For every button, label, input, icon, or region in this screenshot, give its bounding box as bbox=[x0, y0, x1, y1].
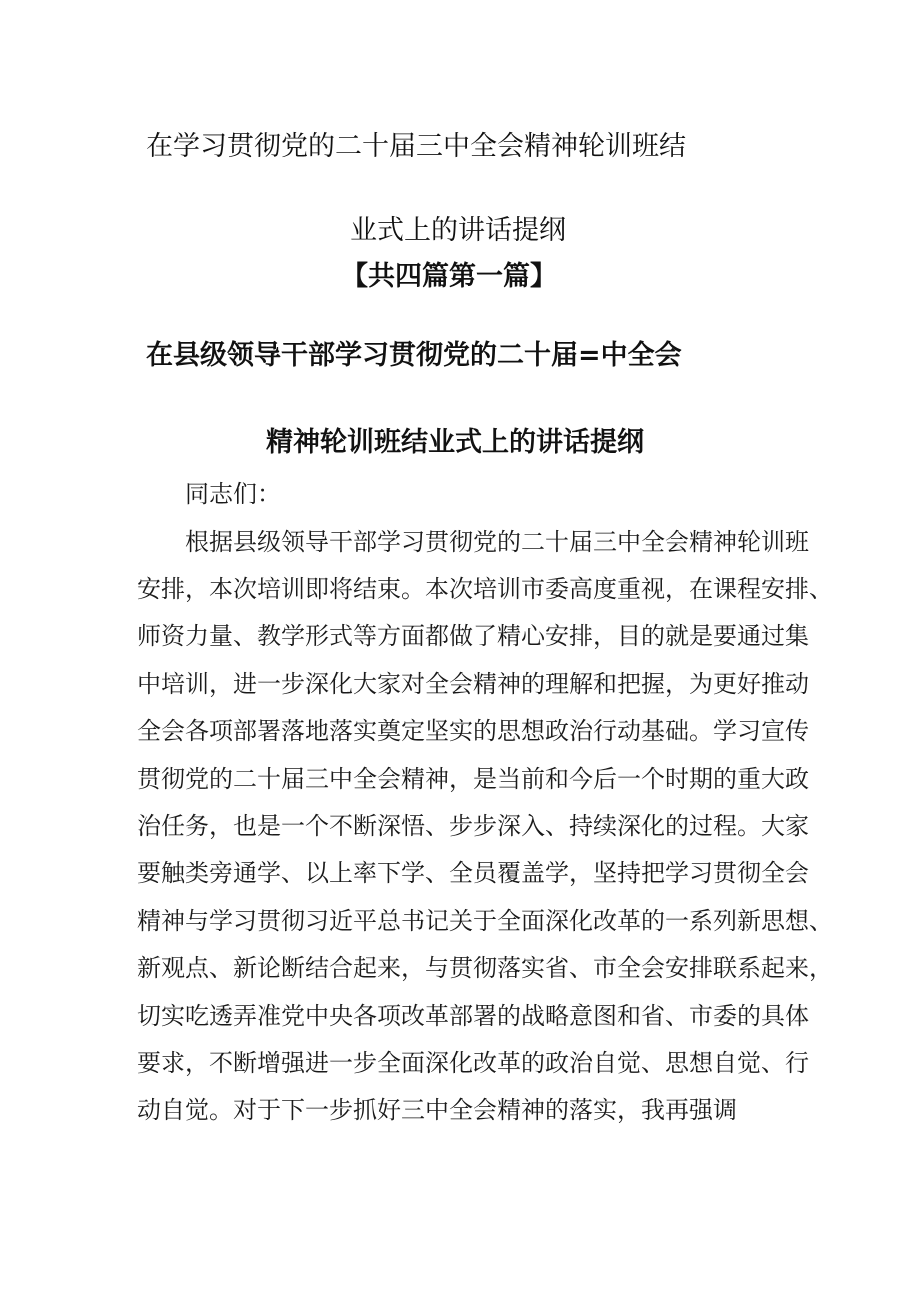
body-line-5: 全会各项部署落地落实奠定坚实的思想政治行动基础。学习宣传 bbox=[137, 717, 809, 745]
body-line-9: 精神与学习贯彻习近平总书记关于全面深化改革的一系列新思想、 bbox=[137, 907, 833, 935]
salutation: 同志们： bbox=[185, 480, 281, 508]
title-line-2: 业式上的讲话提纲 bbox=[350, 215, 566, 246]
body-line-11: 切实吃透弄准党中央各项改革部署的战略意图和省、市委的具体 bbox=[137, 1002, 809, 1030]
title-line-1: 在学习贯彻党的二十届三中全会精神轮训班结 bbox=[146, 131, 686, 162]
body-line-12: 要求，不断增强进一步全面深化改革的政治自觉、思想自觉、行 bbox=[137, 1049, 809, 1077]
body-line-2: 安排，本次培训即将结束。本次培训市委高度重视，在课程安排、 bbox=[137, 575, 833, 603]
series-label: 【共四篇第一篇】 bbox=[341, 261, 557, 292]
body-line-6: 贯彻党的二十届三中全会精神，是当前和今后一个时期的重大政 bbox=[137, 765, 809, 793]
subtitle-line-1: 在县级领导干部学习贯彻党的二十届=中全会 bbox=[146, 340, 682, 371]
body-line-7: 治任务，也是一个不断深悟、步步深入、持续深化的过程。大家 bbox=[137, 812, 809, 840]
body-line-1: 根据县级领导干部学习贯彻党的二十届三中全会精神轮训班 bbox=[185, 528, 809, 556]
body-line-4: 中培训，进一步深化大家对全会精神的理解和把握，为更好推动 bbox=[137, 670, 809, 698]
body-line-10: 新观点、新论断结合起来，与贯彻落实省、市全会安排联系起来， bbox=[137, 954, 833, 982]
body-line-13: 动自觉。对于下一步抓好三中全会精神的落实，我再强调 bbox=[137, 1096, 737, 1124]
body-line-3: 师资力量、教学形式等方面都做了精心安排，目的就是要通过集 bbox=[137, 622, 809, 650]
body-line-8: 要触类旁通学、以上率下学、全员覆盖学，坚持把学习贯彻全会 bbox=[137, 859, 809, 887]
subtitle-line-2: 精神轮训班结业式上的讲话提纲 bbox=[266, 427, 644, 458]
